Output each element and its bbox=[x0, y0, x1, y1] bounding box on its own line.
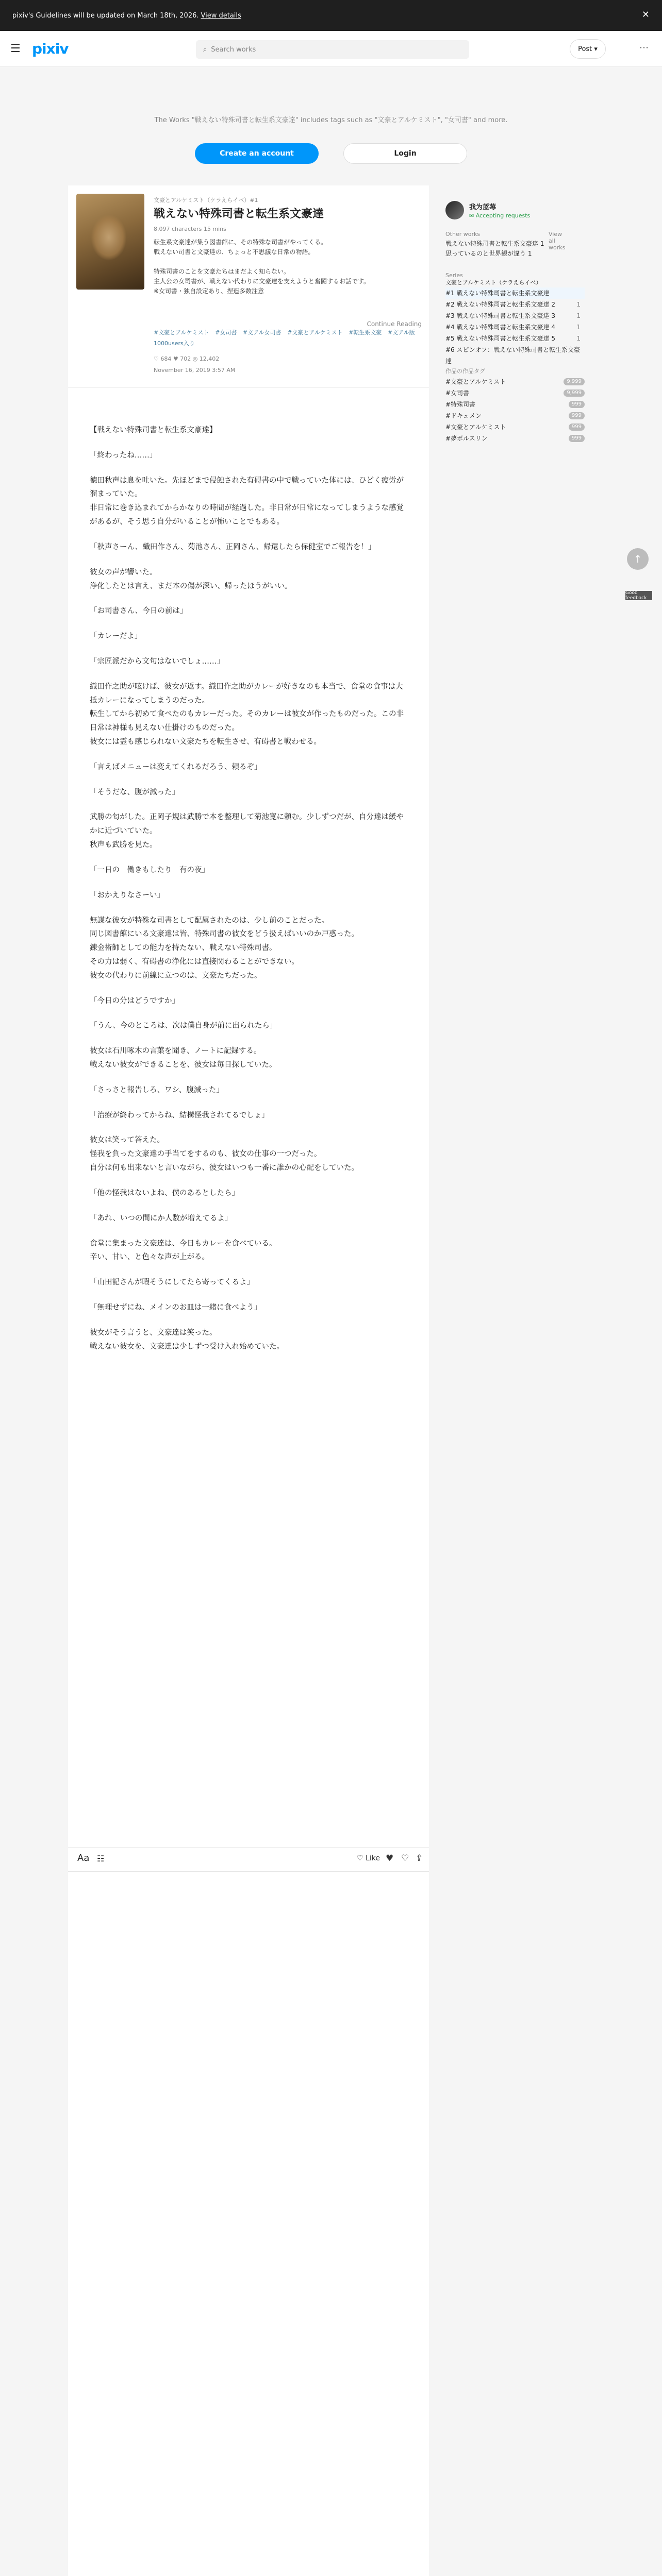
continue-reading-link[interactable]: Continue Reading bbox=[367, 320, 422, 328]
sidebar-tag-count: 999 bbox=[569, 423, 585, 431]
body-paragraph: 「カレーだよ」 bbox=[90, 632, 142, 641]
banner-text: pixiv's Guidelines will be updated on March 18th, 2026. bbox=[12, 11, 199, 20]
divider bbox=[68, 387, 429, 388]
novel-caption: 転生系文豪達が集う図書館に、その特殊な司書がやってくる。 戦えない司書と文豪達の、ちょっと不思議な日常の物語。 特殊司書のことを文豪たちはまだよく知らない。 主人公の女司書が、戦えない代わりに文豪達を支えようと奮闘するお話です。 ※女司書・独自設定あり、捏造多数注意 bbox=[154, 238, 370, 295]
share-icon[interactable]: ⇪ bbox=[416, 1853, 423, 1863]
announcement-banner bbox=[0, 0, 662, 31]
search-input[interactable] bbox=[196, 40, 469, 59]
body-paragraph: 「終わったね……」 bbox=[90, 451, 157, 460]
post-date: November 16, 2019 3:57 AM bbox=[154, 367, 236, 374]
sidebar-tag-label: #ドキュメン bbox=[445, 412, 482, 419]
login-button[interactable]: Login bbox=[343, 143, 467, 164]
series-item-label: #4 戦えない特殊司書と転生系文豪達 4 bbox=[445, 324, 555, 331]
body-paragraph: 「一日の 働きもしたり 有の夜」 bbox=[90, 866, 209, 874]
reader-toolbar bbox=[68, 1847, 429, 1872]
sidebar-tag[interactable] bbox=[445, 387, 585, 399]
series-item-label: #6 スピンオフ：戦えない特殊司書と転生系文豪達 bbox=[445, 346, 581, 365]
tags-header: 作品の作品タグ bbox=[445, 368, 485, 375]
novel-body bbox=[90, 423, 407, 1365]
char-count: 8,097 characters 15 mins bbox=[154, 225, 226, 232]
tag-link[interactable]: #文豪とアルケミスト bbox=[154, 329, 209, 336]
tag-list bbox=[154, 328, 422, 349]
like-button[interactable]: ♡ Like bbox=[357, 1854, 380, 1862]
novel-title: 戦えない特殊司書と転生系文豪達 bbox=[154, 208, 324, 221]
body-paragraph: 「秋声さーん、織田作さん、菊池さん、正岡さん、帰還したら保健室でご報告を！」 bbox=[90, 543, 376, 551]
series-item[interactable] bbox=[445, 299, 585, 310]
body-paragraph: 「無理せずにね、メインのお皿は一緒に食べよう」 bbox=[90, 1303, 262, 1312]
series-item[interactable] bbox=[445, 310, 585, 321]
sidebar-tag-count: 9,999 bbox=[564, 389, 585, 397]
search-icon: ⌕ bbox=[203, 45, 207, 54]
close-icon[interactable]: ✕ bbox=[641, 9, 650, 20]
sidebar bbox=[437, 185, 594, 442]
series-item-label: #1 戦えない特殊司書と転生系文豪達 bbox=[445, 290, 550, 297]
tag-link[interactable]: #文アル女司書 bbox=[242, 329, 282, 336]
hamburger-menu-icon[interactable]: ☰ bbox=[10, 42, 21, 55]
post-button[interactable]: Post ▾ bbox=[570, 39, 606, 59]
sidebar-tag-label: #文豪とアルケミスト bbox=[445, 378, 506, 385]
sidebar-tag-count: 999 bbox=[569, 412, 585, 419]
author-card[interactable] bbox=[445, 201, 530, 219]
sidebar-tag-label: #文豪とアルケミスト bbox=[445, 423, 506, 431]
sidebar-tag-label: #夢ボルスリン bbox=[445, 435, 488, 442]
sidebar-tag[interactable] bbox=[445, 376, 585, 387]
series-item-label: #5 戦えない特殊司書と転生系文豪達 5 bbox=[445, 335, 555, 342]
promo-text: The Works "戦えない特殊司書と転生系文豪達" includes tags such as "文豪とアルケミスト", "女司書" and more. bbox=[154, 116, 508, 124]
avatar[interactable] bbox=[445, 201, 464, 219]
pixiv-logo[interactable]: pixiv bbox=[32, 40, 69, 57]
tag-link[interactable]: #文豪とアルケミスト bbox=[287, 329, 343, 336]
reaction-counts: ♡ 684 ♥ 702 ◎ 12,402 bbox=[154, 355, 220, 362]
series-item-label: #3 戦えない特殊司書と転生系文豪達 3 bbox=[445, 312, 555, 319]
sidebar-tag-label: #女司書 bbox=[445, 389, 470, 397]
body-paragraph: 「今日の分はどうですか」 bbox=[90, 996, 179, 1005]
novel-meta bbox=[154, 196, 422, 297]
series-item-page: 1 bbox=[576, 301, 581, 308]
site-header bbox=[0, 31, 662, 67]
series-item-page: 1 bbox=[576, 312, 581, 319]
sidebar-tag-count: 999 bbox=[569, 435, 585, 442]
novel-main-column bbox=[68, 185, 429, 2576]
body-paragraph: 彼女がそう言うと、文豪達は笑った。 戦えない彼女を、文豪達は少しずつ受け入れ始めていた。 bbox=[90, 1328, 284, 1351]
body-paragraph: 「そうだな、腹が減った」 bbox=[90, 788, 179, 796]
body-paragraph: 「さっさと報告しろ、ワシ、腹減った」 bbox=[90, 1086, 224, 1094]
create-account-button[interactable]: Create an account bbox=[195, 143, 319, 164]
series-item[interactable] bbox=[445, 344, 585, 365]
body-paragraph: 「山田記さんが暇そうにしてたら寄ってくるよ」 bbox=[90, 1278, 254, 1287]
body-paragraph: 武勝の匂がした。正岡子規は武勝で本を整理して菊池寛に頼む。少しずつだが、自分達は緩やかに近づいていた。 秋声も武勝を見た。 bbox=[90, 813, 404, 850]
bookmark-list-icon[interactable]: ☷ bbox=[97, 1854, 105, 1863]
body-paragraph: 徳田秋声は息を吐いた。先ほどまで侵蝕された有碍書の中で戦っていた体には、ひどく疲労が溜まっていた。 非日常に巻き込まれてからかなりの時間が経過した。非日常が日常になってしまうような感覚があるが、そう思う自分がいることが怖いことでもある。 bbox=[90, 476, 404, 527]
series-item[interactable] bbox=[445, 287, 585, 299]
sidebar-tag[interactable] bbox=[445, 421, 585, 433]
body-paragraph: 【戦えない特殊司書と転生系文豪達】 bbox=[90, 426, 217, 434]
sidebar-tag[interactable] bbox=[445, 410, 585, 421]
author-name[interactable]: 我为蓝莓 bbox=[469, 204, 496, 211]
requests-label: Accepting requests bbox=[475, 212, 531, 219]
body-paragraph: 「うん、今のところは、次は僕自身が前に出られたら」 bbox=[90, 1022, 277, 1030]
bookmark-icon[interactable]: ♡ bbox=[401, 1853, 409, 1863]
sidebar-tag-count: 999 bbox=[569, 401, 585, 408]
body-paragraph: 食堂に集まった文豪達は、今日もカレーを食べている。 辛い、甘い、と色々な声が上がる。 bbox=[90, 1239, 277, 1262]
body-paragraph: 彼女の声が響いた。 浄化したとは言え、まだ本の傷が深い、帰ったほうがいい。 bbox=[90, 568, 292, 590]
series-item[interactable] bbox=[445, 321, 585, 333]
body-paragraph: 「言えばメニューは変えてくれるだろう、頼るぞ」 bbox=[90, 762, 262, 771]
body-paragraph: 無謀な彼女が特殊な司書として配属されたのは、少し前のことだった。 同じ図書館にいる文豪達は皆、特殊司書の彼女をどう扱えばいいのか戸惑った。 錬金術師としての能力を持たない、戦えない特殊司書。 その力は弱く、有碍書の浄化には直接関わることができない。 彼女の代わりに前線に立つのは、文豪たちだった。 bbox=[90, 916, 359, 980]
signup-promo bbox=[0, 67, 662, 175]
body-paragraph: 彼女は石川啄木の言葉を聞き、ノートに記録する。 戦えない彼女ができることを、彼女は毎日探していた。 bbox=[90, 1047, 277, 1069]
series-item[interactable] bbox=[445, 333, 585, 344]
body-paragraph: 「おかえりなさーい」 bbox=[90, 891, 164, 900]
body-paragraph: 「他の怪我はないよね、僕のあるとしたら」 bbox=[90, 1189, 239, 1197]
sidebar-tag-label: #特殊司書 bbox=[445, 401, 476, 408]
series-header: Series bbox=[445, 272, 463, 279]
body-paragraph: 彼女は笑って答えた。 怪我を負った文豪達の手当てをするのも、彼女の仕事の一つだった。 自分は何も出来ないと言いながら、彼女はいつも一番に誰かの心配をしていた。 bbox=[90, 1136, 359, 1173]
tag-link[interactable]: #転生系文豪 bbox=[349, 329, 382, 336]
body-paragraph: 「治療が終わってからね、結構怪我されてるでしょ」 bbox=[90, 1111, 269, 1120]
sidebar-tag[interactable] bbox=[445, 433, 585, 444]
view-all-link[interactable]: View all works bbox=[549, 231, 566, 251]
sidebar-tag-count: 9,999 bbox=[564, 378, 585, 385]
body-paragraph: 「宗匠派だから文句はないでしょ……」 bbox=[90, 657, 224, 666]
series-name[interactable]: 文豪とアルケミスト（ケラえらイベ） bbox=[445, 279, 542, 286]
heart-icon[interactable]: ♥ bbox=[386, 1853, 394, 1863]
like-label: Like bbox=[366, 1854, 380, 1862]
requests-badge: ✉ Accepting requests bbox=[469, 212, 531, 219]
tag-link[interactable]: #文アル版1000users入り bbox=[154, 329, 415, 347]
tag-link[interactable]: #女司書 bbox=[215, 329, 237, 336]
banner-link[interactable]: View details bbox=[201, 11, 241, 20]
series-item-page: 1 bbox=[576, 335, 581, 342]
series-link[interactable]: 文豪とアルケミスト（ケラえらイベ）#1 bbox=[154, 197, 258, 204]
other-works-list[interactable]: 戦えない特殊司書と転生系文豪達 1 思っているのと世界観が違う 1 bbox=[445, 240, 544, 258]
more-menu-icon[interactable]: ⋯ bbox=[639, 42, 649, 53]
series-item-label: #2 戦えない特殊司書と転生系文豪達 2 bbox=[445, 301, 555, 308]
cover-image bbox=[76, 194, 144, 290]
other-works-title: Other works bbox=[445, 231, 481, 238]
sidebar-tag[interactable] bbox=[445, 399, 585, 410]
search-placeholder: Search works bbox=[211, 45, 256, 54]
scroll-top-button[interactable]: ↑ bbox=[627, 548, 649, 570]
font-size-icon[interactable]: Aa bbox=[77, 1853, 90, 1863]
feedback-button[interactable]: Good feedback bbox=[625, 591, 652, 600]
body-paragraph: 「お司書さん、今日の前は」 bbox=[90, 607, 188, 616]
post-label: Post bbox=[578, 45, 592, 53]
series-item-page: 1 bbox=[576, 324, 581, 331]
body-paragraph: 織田作之助が呟けば、彼女が返す。織田作之助がカレーが好きなのも本当で、食堂の食事は大抵カレーになってしまうのだった。 転生してから初めて食べたのもカレーだった。そのカレーは彼女が作ったものだった。この非日常は神様も見えない仕掛けのものだった。 彼女には霊も感じられない文豪たちを転生させ、有碍書と戦わせる。 bbox=[90, 682, 404, 746]
body-paragraph: 「あれ、いつの間にか人数が増えてるよ」 bbox=[90, 1214, 233, 1223]
